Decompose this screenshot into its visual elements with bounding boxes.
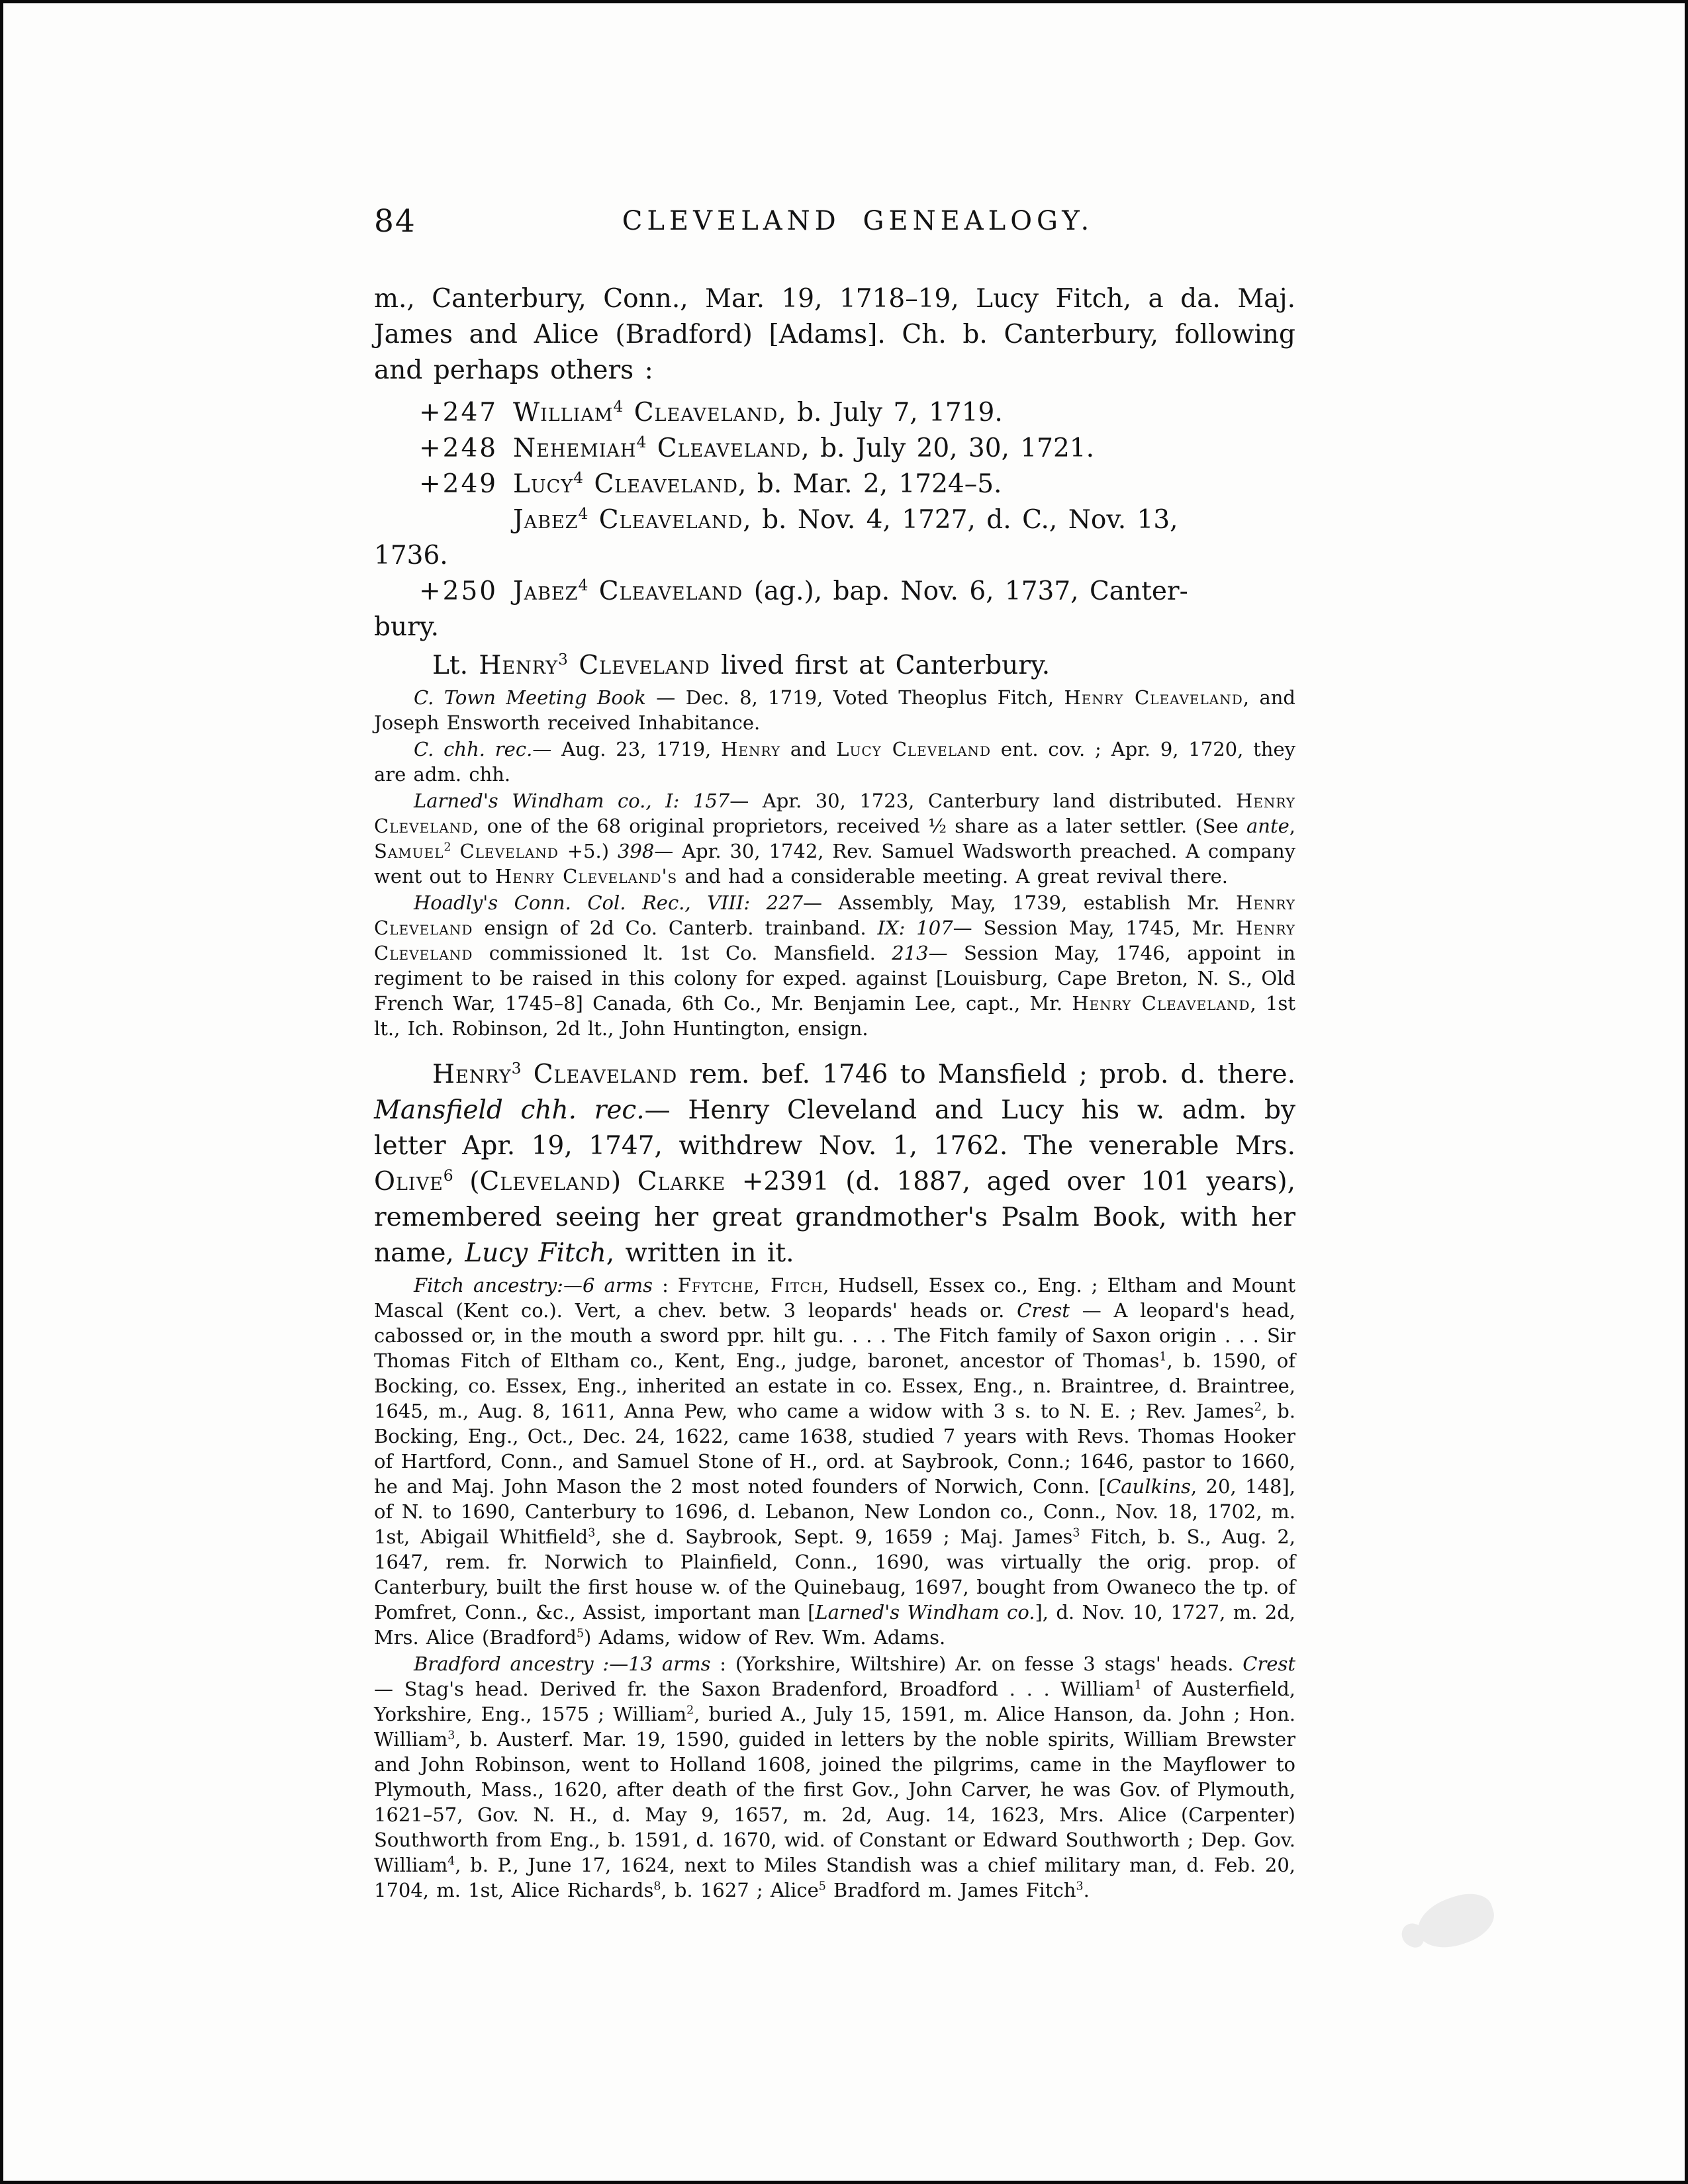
text-segment: Nehemiah — [513, 433, 637, 463]
text-segment: Cleaveland — [598, 576, 743, 606]
text-block — [374, 281, 1295, 1903]
text-segment: 3 — [1072, 1526, 1080, 1540]
text-segment: C. Town Meeting Book — [414, 686, 646, 709]
text-segment: Henry — [479, 651, 559, 680]
text-segment — [522, 1060, 534, 1089]
text-segment: Caulkins — [1106, 1475, 1191, 1498]
lt-henry-line — [374, 648, 1295, 684]
text-segment: Cleaveland — [594, 469, 738, 499]
text-segment: 4 — [613, 397, 624, 416]
text-segment: Samuel — [374, 840, 444, 862]
text-segment: +2391 (d. 1887, aged over 101 years), remembered seeing her great grandmother's Psalm Book, with her name, — [374, 1167, 1295, 1268]
text-segment: 5 — [576, 1627, 585, 1641]
text-segment: Cleaveland — [533, 1060, 678, 1089]
fitch-ancestry-paragraph — [374, 1273, 1295, 1650]
text-segment: Henry Cleveland — [374, 891, 1295, 939]
entry-249 — [374, 467, 1295, 502]
text-segment: . — [1083, 1879, 1090, 1901]
text-segment: 2 — [686, 1704, 694, 1717]
text-segment: ) — [610, 1167, 637, 1197]
text-segment: , b. P., June 17, 1624, next to Miles Standish was a chief military man, d. Feb. 20, 1704, m. 1st, Alice Richards — [374, 1854, 1295, 1901]
text-segment: 4 — [578, 576, 588, 594]
text-segment: 3 — [511, 1059, 522, 1077]
text-segment: , b. July 7, 1719. — [778, 398, 1003, 428]
text-segment: of Austerfield, Yorkshire, Eng., 1575 ; William — [374, 1678, 1296, 1725]
text-segment: Henry Cleaveland — [1072, 992, 1250, 1015]
running-title: CLEVELAND GENEALOGY. — [622, 206, 1094, 236]
text-segment: Cleaveland — [598, 505, 743, 535]
town-meeting-note — [374, 685, 1295, 735]
text-segment: 1 — [1134, 1678, 1142, 1692]
text-segment: , — [1289, 815, 1295, 837]
text-segment: Clarke — [637, 1167, 726, 1197]
text-segment: Bradford m. James Fitch — [825, 1879, 1076, 1901]
text-segment: , one of the 68 original proprietors, received ½ share as a later settler. (See — [473, 815, 1246, 837]
text-segment: Fitch ancestry: — [414, 1274, 563, 1297]
text-segment — [451, 840, 460, 862]
text-segment: 4 — [447, 1854, 455, 1868]
text-segment: , she d. Saybrook, Sept. 9, 1659 ; Maj. James — [595, 1525, 1073, 1548]
text-segment: Crest — [1017, 1299, 1070, 1322]
text-segment: , b. Nov. 4, 1727, d. C., Nov. 13, — [743, 505, 1178, 535]
text-segment: commissioned lt. 1st Co. Mansfield. — [473, 942, 892, 964]
text-segment: , Hudsell, Essex co., Eng. ; Eltham and Mount Mascal (Kent co.). Vert, a chev. betw. 3 leopards' heads or. — [374, 1274, 1295, 1322]
text-segment: , b. Austerf. Mar. 19, 1590, guided in letters by the noble spirits, William Brewster and John Robinson, went to Holland 1608, joined the pilgrims, came in the Mayflower to Plymouth, Mass., 1620, after death of the first Gov., John Carver, he was Gov. of Plymouth, 1621–57, Gov. N. H., d. May 9, 1657, m. 2d, Aug. 14, 1623, Mrs. Alice (Carpenter) Southworth from Eng., b. 1591, d. 1670, wid. of Constant or Edward Southworth ; Dep. Gov. William — [374, 1728, 1295, 1876]
text-segment: Lucy Fitch — [465, 1238, 606, 1268]
text-segment: Jabez — [513, 505, 579, 535]
text-segment: lived first at Canterbury. — [710, 651, 1051, 680]
text-segment: , and Joseph Ensworth received Inhabitance. — [374, 686, 1295, 734]
text-segment: 2 — [444, 841, 451, 854]
text-segment: — Stag's head. Derived fr. the Saxon Bradenford, Broadford . . . William — [374, 1678, 1135, 1700]
text-segment: 4 — [573, 469, 584, 487]
text-segment: Bradford ancestry : — [414, 1653, 610, 1675]
text-segment: Larned's Windham co. — [815, 1601, 1035, 1623]
text-segment: ], d. Nov. 10, 1727, m. 2d, Mrs. Alice (Bradford — [374, 1601, 1295, 1649]
text-segment: — Session May, 1745, Mr. — [953, 917, 1236, 939]
text-segment: , b. Mar. 2, 1724–5. — [737, 469, 1002, 499]
text-segment: 3 — [447, 1729, 455, 1743]
text-segment — [583, 469, 594, 499]
page-header — [374, 199, 1295, 246]
text-segment: Lucy — [513, 469, 574, 499]
page-number: 84 — [374, 203, 416, 240]
text-segment: ent. cov. ; Apr. 9, 1720, they are adm. chh. — [374, 738, 1296, 786]
text-segment: , b. Bocking, Eng., Oct., Dec. 24, 1622, came 1638, studied 7 years with Revs. Thomas Hooker of Hartford, Conn., and Samuel Stone of H., ord. at Saybrook, Conn.; 1646, pastor to 1660, he and Maj. John Mason the 2 most noted founders of Norwich, Conn. [ — [374, 1400, 1296, 1498]
text-segment: , b. 1590, of Bocking, co. Essex, Eng., inherited an estate in co. Essex, Eng., n. Braintree, d. Braintree, 1645, m., Aug. 8, 1611, Anna Pew, who came a widow with 3 s. to N. E. ; Rev. James — [374, 1349, 1295, 1422]
text-segment: — Assembly, May, 1739, establish Mr. — [803, 891, 1236, 914]
hoadly-records-note — [374, 890, 1295, 1041]
text-segment: : — [653, 1274, 678, 1297]
text-segment: — Dec. 8, 1719, Voted Theoplus Fitch, — [645, 686, 1064, 709]
text-segment: Ffytche, Fitch — [677, 1274, 823, 1297]
text-segment: bury. — [374, 612, 439, 642]
text-segment: — Apr. 30, 1723, Canterbury land distributed. — [729, 790, 1236, 812]
text-segment: Lt. — [432, 651, 479, 680]
text-segment — [623, 398, 633, 428]
entry-jabez — [374, 502, 1295, 538]
text-segment: 2 — [1254, 1400, 1262, 1414]
text-segment: Henry Cleaveland — [1064, 686, 1243, 709]
entry-247 — [374, 395, 1295, 431]
scan-smudge-artifact — [1411, 1887, 1500, 1956]
text-segment: Cleveland — [579, 651, 710, 680]
entry-number: +247 — [419, 398, 498, 428]
text-segment: Lucy Cleveland — [836, 738, 992, 760]
text-segment: ante — [1246, 815, 1289, 837]
text-segment: Henry — [721, 738, 781, 760]
entry-jabez-continuation — [374, 538, 1295, 574]
entry-number: +250 — [419, 576, 498, 606]
text-segment: Cleveland — [479, 1167, 611, 1197]
text-segment: m., Canterbury, Conn., Mar. 19, 1718–19, Lucy Fitch, a da. Maj. James and Alice (Bradford) [Adams]. Ch. b. Canterbury, following and perhaps others : — [374, 284, 1295, 385]
text-segment: Olive — [374, 1167, 444, 1197]
entry-248 — [374, 431, 1295, 467]
entry-number: +248 — [419, 433, 498, 463]
text-segment: Mansfield chh. rec. — [374, 1095, 645, 1125]
text-segment: Jabez — [513, 576, 579, 606]
text-segment: 8 — [653, 1880, 661, 1893]
text-segment: — — [563, 1274, 583, 1297]
text-segment: 6 arms — [582, 1274, 653, 1297]
text-segment: ) Adams, widow of Rev. Wm. Adams. — [584, 1626, 946, 1649]
text-segment: Henry Cleveland — [374, 917, 1295, 964]
text-segment — [568, 651, 579, 680]
text-segment: Henry Cleveland's — [494, 865, 678, 887]
text-segment: — Aug. 23, 1719, — [532, 738, 722, 760]
bradford-ancestry-paragraph — [374, 1651, 1295, 1903]
text-segment: 13 arms — [628, 1653, 711, 1675]
text-segment: Crest — [1243, 1653, 1295, 1675]
text-segment: and — [780, 738, 837, 760]
entry-250-continuation — [374, 610, 1295, 645]
text-segment: 3 — [1076, 1880, 1084, 1893]
text-segment: 3 — [558, 650, 568, 668]
intro-paragraph — [374, 281, 1295, 388]
text-segment: Cleaveland — [657, 433, 802, 463]
text-segment: , buried A., July 15, 1591, m. Alice Hanson, da. John ; Hon. William — [374, 1703, 1295, 1751]
text-segment: Henry Cleveland — [374, 790, 1295, 837]
text-segment: Cleaveland — [633, 398, 778, 428]
text-segment: Henry — [432, 1060, 512, 1089]
text-segment: rem. bef. 1746 to Mansfield ; prob. d. there. — [677, 1060, 1296, 1089]
text-segment: and had a considerable meeting. A great revival there. — [677, 865, 1228, 887]
text-segment: Fitch, b. S., Aug. 2, 1647, rem. fr. Norwich to Plainfield, Conn., 1690, was virtually the orig. prop. of Canterbury, built the first house w. of the Quinebaug, 1697, bought from Owaneco the tp. of Pomfret, Conn., &c., Assist, important man [ — [374, 1525, 1295, 1623]
text-segment: IX: 107 — [877, 917, 953, 939]
text-segment: C. chh. rec. — [414, 738, 533, 760]
text-segment: Hoadly's Conn. Col. Rec., VIII: 227 — [414, 891, 804, 914]
text-segment: , b. 1627 ; Alice — [661, 1879, 819, 1901]
text-segment: 1736. — [374, 541, 448, 570]
text-segment: — A leopard's head, cabossed or, in the mouth a sword ppr. hilt gu. . . . The Fitch family of Saxon origin . . . Sir Thomas Fitch of Eltham co., Kent, Eng., judge, baronet, ancestor of Thomas — [374, 1299, 1295, 1372]
entry-250 — [374, 574, 1295, 610]
text-segment: : (Yorkshire, Wiltshire) Ar. on fesse 3 stags' heads. — [710, 1653, 1243, 1675]
text-segment: 6 — [443, 1166, 453, 1185]
text-segment: ( — [453, 1167, 480, 1197]
text-segment: 1 — [1159, 1350, 1167, 1364]
text-segment — [588, 576, 598, 606]
text-segment: +5.) — [558, 840, 618, 862]
text-segment: 4 — [636, 433, 647, 451]
text-segment: , written in it. — [606, 1238, 794, 1268]
larned-windham-note — [374, 788, 1295, 889]
text-segment: Cleveland — [459, 840, 559, 862]
text-segment: William — [513, 398, 614, 428]
text-segment: — — [609, 1653, 629, 1675]
entry-number: +249 — [419, 469, 498, 499]
text-segment: , b. July 20, 30, 1721. — [801, 433, 1094, 463]
text-segment: , 1st lt., Ich. Robinson, 2d lt., John Huntington, ensign. — [374, 992, 1295, 1040]
text-segment: , 20, 148], of N. to 1690, Canterbury to 1696, d. Lebanon, New London co., Conn., Nov. 18, 1702, m. 1st, Abigail Whitfield — [374, 1475, 1295, 1548]
text-segment: 4 — [578, 504, 588, 523]
text-segment: — Session May, 1746, appoint in regiment to be raised in this colony for exped. against [Louisburg, Cape Breton, N. S., Old French War, 1745–8] Canada, 6th Co., Mr. Benjamin Lee, capt., Mr. — [374, 942, 1295, 1015]
text-segment: — Henry Cleveland and Lucy his w. adm. by letter Apr. 19, 1747, withdrew Nov. 1, 1762. The venerable Mrs. — [374, 1095, 1295, 1161]
text-segment: Larned's Windham co., I: 157 — [414, 790, 730, 812]
text-segment: — Apr. 30, 1742, Rev. Samuel Wadsworth preached. A company went out to — [374, 840, 1296, 887]
church-record-note — [374, 737, 1295, 787]
text-segment: 213 — [892, 942, 929, 964]
henry-mansfield-paragraph — [374, 1057, 1295, 1271]
text-segment — [646, 433, 657, 463]
text-segment: 3 — [588, 1526, 596, 1540]
text-segment: ensign of 2d Co. Canterb. trainband. — [473, 917, 878, 939]
text-segment — [588, 505, 598, 535]
text-segment: 398 — [617, 840, 655, 862]
text-segment: 5 — [818, 1880, 826, 1893]
text-segment: (ag.), bap. Nov. 6, 1737, Canter- — [743, 576, 1188, 606]
